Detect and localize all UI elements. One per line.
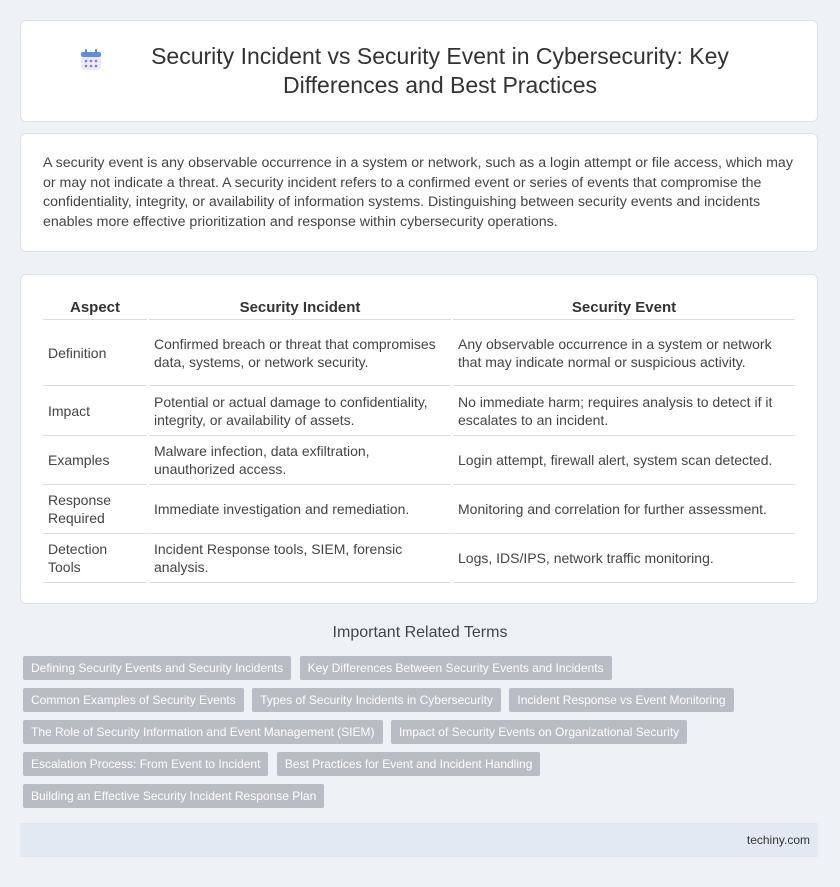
column-header-event: Security Event bbox=[453, 295, 795, 320]
related-term-tag[interactable]: Key Differences Between Security Events and Incidents bbox=[300, 656, 612, 680]
column-header-aspect: Aspect bbox=[43, 295, 147, 320]
related-term-tag[interactable]: Common Examples of Security Events bbox=[23, 688, 244, 712]
table-cell-aspect: Definition bbox=[43, 320, 147, 386]
table-cell-incident: Confirmed breach or threat that compromises data, systems, or network security. bbox=[149, 320, 451, 386]
intro-paragraph: A security event is any observable occurrence in a system or network, such as a login attempt or file access, which may or may not indicate a threat. A security incident refers to a confirmed event or series of events that compromise the confidentiality, integrity, or availability of information systems. Distinguishing between security events and incidents enables more effective prioritization and response within cybersecurity operations. bbox=[43, 155, 793, 230]
related-terms-list bbox=[23, 656, 813, 816]
table-cell-incident: Malware infection, data exfiltration, unauthorized access. bbox=[149, 436, 451, 485]
table-cell-incident: Immediate investigation and remediation. bbox=[149, 485, 451, 534]
table-cell-aspect: Impact bbox=[43, 386, 147, 436]
comparison-card bbox=[20, 274, 818, 604]
table-cell-incident: Potential or actual damage to confidentiality, integrity, or availability of assets. bbox=[149, 386, 451, 436]
column-header-incident: Security Incident bbox=[149, 295, 451, 320]
table-row bbox=[43, 386, 795, 436]
table-row bbox=[43, 436, 795, 485]
related-term-tag[interactable]: Best Practices for Event and Incident Handling bbox=[277, 752, 540, 776]
related-term-tag[interactable]: Types of Security Incidents in Cybersecurity bbox=[252, 688, 501, 712]
table-row bbox=[43, 485, 795, 534]
related-terms-heading: Important Related Terms bbox=[332, 624, 508, 641]
table-header-row bbox=[43, 295, 795, 320]
related-term-tag[interactable]: Defining Security Events and Security Incidents bbox=[23, 656, 291, 680]
header-card bbox=[20, 20, 818, 122]
table-cell-event: Login attempt, firewall alert, system scan detected. bbox=[453, 436, 795, 485]
intro-card bbox=[20, 133, 818, 252]
table-cell-event: Monitoring and correlation for further assessment. bbox=[453, 485, 795, 534]
related-term-tag[interactable]: Incident Response vs Event Monitoring bbox=[509, 688, 733, 712]
related-term-tag[interactable]: Impact of Security Events on Organizational Security bbox=[391, 720, 687, 744]
table-cell-event: Logs, IDS/IPS, network traffic monitoring. bbox=[453, 534, 795, 583]
related-term-tag[interactable]: The Role of Security Information and Event Management (SIEM) bbox=[23, 720, 383, 744]
table-cell-aspect: Response Required bbox=[43, 485, 147, 534]
table-row bbox=[43, 320, 795, 386]
table-cell-event: No immediate harm; requires analysis to detect if it escalates to an incident. bbox=[453, 386, 795, 436]
page-title: Security Incident vs Security Event in Cybersecurity: Key Differences and Best Practices bbox=[151, 43, 729, 98]
table-cell-aspect: Detection Tools bbox=[43, 534, 147, 583]
footer-site-link[interactable]: techiny.com bbox=[746, 833, 810, 847]
related-term-tag[interactable]: Escalation Process: From Event to Incident bbox=[23, 752, 268, 776]
calendar-icon bbox=[79, 48, 103, 77]
table-row bbox=[43, 534, 795, 583]
table-cell-aspect: Examples bbox=[43, 436, 147, 485]
table-cell-event: Any observable occurrence in a system or network that may indicate normal or suspicious activity. bbox=[453, 320, 795, 386]
footer-bar bbox=[20, 823, 818, 857]
table-cell-incident: Incident Response tools, SIEM, forensic analysis. bbox=[149, 534, 451, 583]
related-term-tag[interactable]: Building an Effective Security Incident Response Plan bbox=[23, 784, 324, 808]
comparison-table bbox=[41, 295, 797, 583]
